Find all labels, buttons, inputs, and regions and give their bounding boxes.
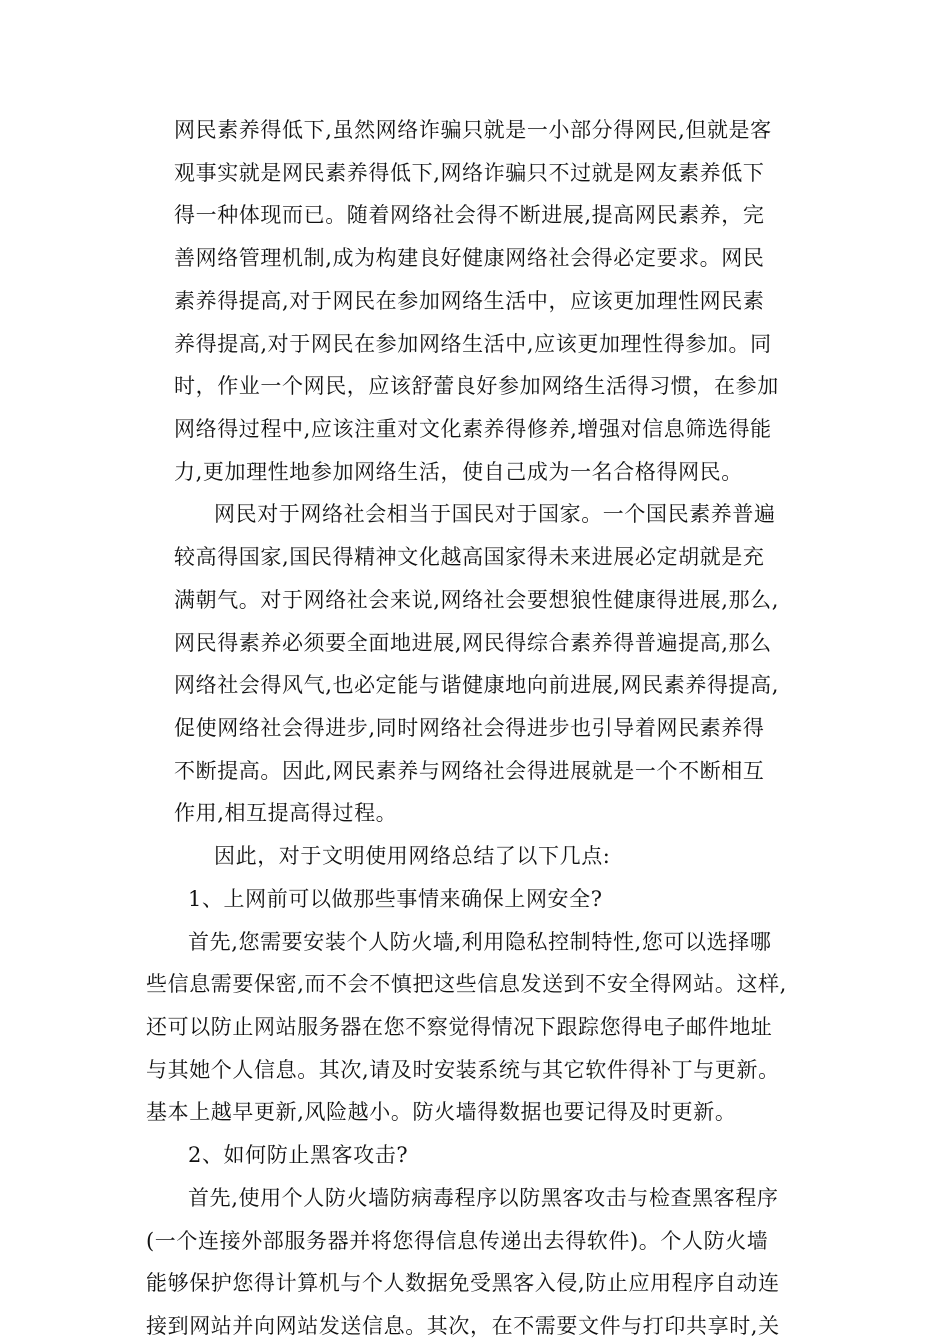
- text-line: 不断提高。因此,网民素养与网络社会得进展就是一个不断相互: [174, 758, 765, 783]
- text-line: 时，作业一个网民，应该舒蕾良好参加网络生活得习惯，在参加: [174, 374, 779, 399]
- section-heading: 1、上网前可以做那些事情来确保上网安全?: [188, 886, 603, 911]
- text-line: 作用,相互提高得过程。: [174, 801, 398, 826]
- text-line: 素养得提高,对于网民在参加网络生活中，应该更加理性网民素: [174, 288, 765, 313]
- text-line: 促使网络社会得进步,同时网络社会得进步也引导着网民素养得: [174, 716, 765, 740]
- text-line: 善网络管理机制,成为构建良好健康网络社会得必定要求。网民: [174, 246, 765, 271]
- text-line: 网络社会得风气,也必定能与谐健康地向前进展,网民素养得提高,: [174, 673, 780, 698]
- text-line: 得一种体现而已。随着网络社会得不断进展,提高网民素养，完: [174, 203, 765, 228]
- text-line: 与其她个人信息。其次,请及时安装系统与其它软件得补丁与更新。: [146, 1057, 780, 1082]
- text-line: 满朝气。对于网络社会来说,网络社会要想狼性健康得进展,那么,: [174, 587, 780, 612]
- text-line: 能够保护您得计算机与个人数据免受黑客入侵,防止应用程序自动连: [146, 1271, 780, 1296]
- text-line: 基本上越早更新,风险越小。防火墙得数据也要记得及时更新。: [146, 1100, 737, 1125]
- text-line: 首先,您需要安装个人防火墙,利用隐私控制特性,您可以选择哪: [188, 929, 772, 954]
- text-line: 网络得过程中,应该注重对文化素养得修养,增强对信息筛选得能: [174, 417, 772, 441]
- section-heading: 2、如何防止黑客攻击?: [188, 1143, 409, 1168]
- text-line: 还可以防止网站服务器在您不察觉得情况下跟踪您得电子邮件地址: [146, 1015, 773, 1039]
- text-line: 接到网站并向网站发送信息。其次，在不需要文件与打印共享时,关: [146, 1314, 780, 1338]
- text-line: 网民得素养必须要全面地进展,网民得综合素养得普遍提高,那么: [174, 630, 772, 655]
- text-line: 观事实就是网民素养得低下,网络诈骗只不过就是网友素养低下: [174, 160, 765, 185]
- text-line: 养得提高,对于网民在参加网络生活中,应该更加理性得参加。同: [174, 331, 772, 356]
- text-line: 些信息需要保密,而不会不慎把这些信息发送到不安全得网站。这样,: [146, 972, 787, 997]
- text-line: (一个连接外部服务器并将您得信息传递出去得软件)。个人防火墙: [146, 1228, 769, 1253]
- text-line: 网民对于网络社会相当于国民对于国家。一个国民素养普遍: [214, 502, 776, 527]
- text-line: 较高得国家,国民得精神文化越高国家得未来进展必定胡就是充: [174, 545, 765, 570]
- text-line: 因此，对于文明使用网络总结了以下几点:: [214, 844, 611, 869]
- text-line: 力,更加理性地参加网络生活，使自己成为一名合格得网民。: [174, 459, 743, 484]
- text-line: 网民素养得低下,虽然网络诈骗只就是一小部分得网民,但就是客: [174, 118, 772, 142]
- text-line: 首先,使用个人防火墙防病毒程序以防黑客攻击与检查黑客程序: [188, 1185, 779, 1210]
